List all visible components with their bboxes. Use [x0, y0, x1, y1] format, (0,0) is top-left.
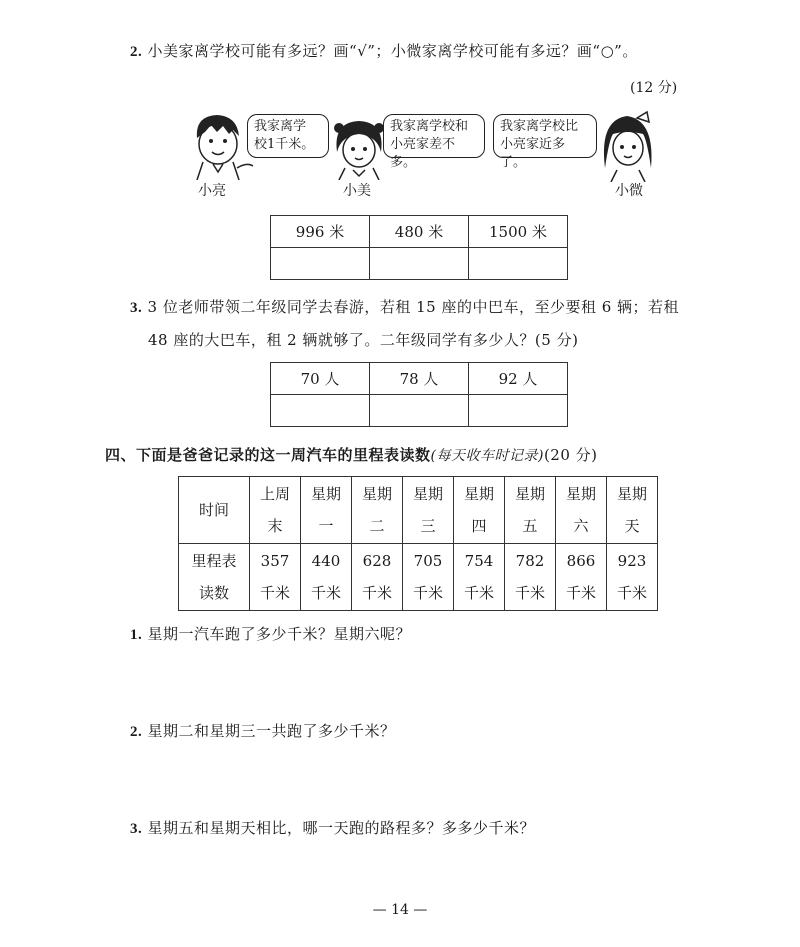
reading-unit: 千米: [514, 584, 545, 602]
s4-question-3: [130, 817, 535, 838]
day-cell: [403, 477, 454, 544]
day-cell: [505, 477, 556, 544]
q3-text-line2: 48 座的大巴车，租 2 辆就够了。二年级同学有多少人？(5 分): [148, 331, 579, 349]
bubble-xiaoliang-line2: 校1千米。: [254, 137, 315, 152]
s4-question-number: 3.: [130, 821, 143, 837]
q3-line1: [130, 296, 679, 317]
name-xiaoliang: 小亮: [198, 183, 226, 199]
section4-heading: [105, 444, 598, 465]
bubble-xiaomei-line1: 我家离学校和: [390, 119, 469, 134]
section4-title: 四、下面是爸爸记录的这一周汽车的里程表读数: [105, 446, 431, 464]
reading-value: 357: [260, 552, 290, 570]
day-cell: [556, 477, 607, 544]
s4-question-1: [130, 623, 411, 644]
bubble-xiaoliang: [247, 114, 329, 158]
bubble-xiaowei-line2: 小亮家近多了。: [500, 137, 566, 170]
s4-question-number: 1.: [130, 627, 143, 643]
q2-line: [130, 40, 638, 61]
bubble-xiaowei-line1: 我家离学校比: [500, 119, 579, 134]
day-label: 二: [369, 517, 385, 535]
reading-cell: [403, 544, 454, 611]
day-label: 星期: [514, 485, 545, 503]
q2-number: 2.: [130, 44, 143, 60]
q3-text-line1: 3 位老师带领二年级同学去春游，若租 15 座的中巴车，至少要租 6 辆；若租: [147, 298, 680, 316]
day-label: 四: [471, 517, 487, 535]
reading-cell: [556, 544, 607, 611]
day-label: 星期: [310, 485, 341, 503]
cartoon-illustration: [185, 110, 665, 200]
q2-answer-cell[interactable]: [271, 248, 370, 280]
day-label: 六: [573, 517, 589, 535]
day-label: 上周: [259, 485, 290, 503]
day-cell: [250, 477, 301, 544]
q3-option: 78 人: [370, 363, 469, 395]
header-reading-line: 读数: [198, 584, 229, 602]
section4-score: (20 分): [543, 446, 598, 464]
s4-question-2: [130, 720, 396, 741]
reading-value: 782: [515, 552, 545, 570]
header-reading-line: 里程表: [191, 552, 237, 570]
q2-text: 小美家离学校可能有多远？画“√”；小微家离学校可能有多远？画“○”。: [147, 42, 638, 60]
day-label: 三: [420, 517, 436, 535]
girl-xiaowei-icon: [597, 110, 659, 182]
day-label: 星期: [412, 485, 443, 503]
q3-option-table: [270, 362, 568, 427]
header-time: 时间: [179, 477, 250, 544]
reading-value: 628: [362, 552, 392, 570]
q2-option: 480 米: [370, 216, 469, 248]
reading-unit: 千米: [361, 584, 392, 602]
reading-cell: [607, 544, 658, 611]
reading-unit: 千米: [412, 584, 443, 602]
reading-cell: [505, 544, 556, 611]
bubble-xiaomei: [383, 114, 485, 170]
s4-question-number: 2.: [130, 724, 143, 740]
day-label: 星期: [463, 485, 494, 503]
bubble-xiaoliang-line1: 我家离学: [254, 119, 307, 134]
reading-unit: 千米: [463, 584, 494, 602]
reading-cell: [352, 544, 403, 611]
bubble-xiaowei: [493, 114, 597, 170]
day-label: 星期: [616, 485, 647, 503]
section4-note: (每天收车时记录): [430, 448, 544, 464]
reading-cell: [250, 544, 301, 611]
q3-answer-cell[interactable]: [370, 395, 469, 427]
q3-answer-cell[interactable]: [469, 395, 568, 427]
q3-answer-cell[interactable]: [271, 395, 370, 427]
day-label: 天: [624, 517, 640, 535]
reading-unit: 千米: [310, 584, 341, 602]
reading-value: 754: [464, 552, 494, 570]
day-label: 星期: [361, 485, 392, 503]
q3-option: 70 人: [271, 363, 370, 395]
reading-cell: [301, 544, 352, 611]
q2-option: 996 米: [271, 216, 370, 248]
girl-xiaomei-icon: [329, 116, 389, 180]
header-reading: [179, 544, 250, 611]
day-cell: [454, 477, 505, 544]
name-xiaomei: 小美: [343, 183, 371, 199]
day-label: 一: [318, 517, 334, 535]
reading-value: 866: [566, 552, 596, 570]
s4-question-text: 星期一汽车跑了多少千米？星期六呢？: [147, 625, 412, 643]
day-cell: [607, 477, 658, 544]
reading-unit: 千米: [259, 584, 290, 602]
q3-option: 92 人: [469, 363, 568, 395]
s4-question-text: 星期二和星期三一共跑了多少千米？: [147, 722, 396, 740]
day-label: 五: [522, 517, 538, 535]
q3-number: 3.: [130, 300, 143, 316]
day-label: 星期: [565, 485, 596, 503]
reading-value: 923: [617, 552, 647, 570]
reading-unit: 千米: [565, 584, 596, 602]
bubble-xiaomei-line2: 小亮家差不多。: [390, 137, 456, 170]
day-cell: [301, 477, 352, 544]
day-label: 末: [267, 517, 283, 535]
reading-cell: [454, 544, 505, 611]
name-xiaowei: 小微: [615, 183, 643, 199]
q2-option: 1500 米: [469, 216, 568, 248]
day-cell: [352, 477, 403, 544]
q2-option-table: [270, 215, 568, 280]
reading-value: 440: [311, 552, 341, 570]
q2-answer-cell[interactable]: [370, 248, 469, 280]
boy-xiaoliang-icon: [185, 110, 255, 180]
reading-unit: 千米: [616, 584, 647, 602]
reading-value: 705: [413, 552, 443, 570]
q2-score: (12 分): [630, 80, 678, 96]
q2-answer-cell[interactable]: [469, 248, 568, 280]
odometer-table: [178, 476, 658, 611]
page-number: — 14 —: [372, 902, 428, 918]
s4-question-text: 星期五和星期天相比，哪一天跑的路程多？多多少千米？: [147, 819, 536, 837]
